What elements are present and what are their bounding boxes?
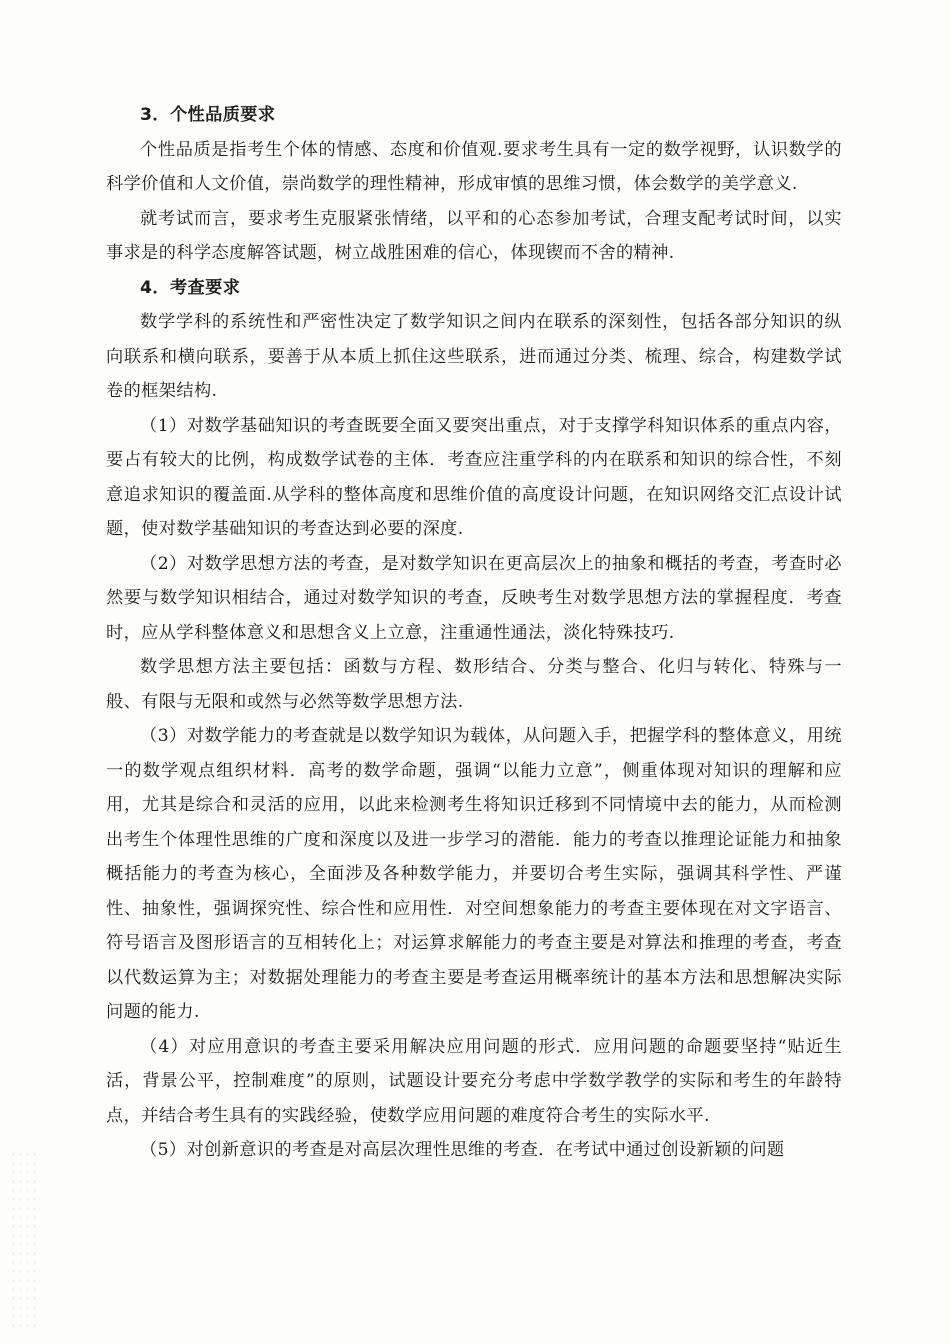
scan-speckle — [10, 1150, 38, 1330]
paragraph: 数学学科的系统性和严密性决定了数学知识之间内在联系的深刻性，包括各部分知识的纵向联系和横向联系，要善于从本质上抓住这些联系，进而通过分类、梳理、综合，构建数学试卷的框架结构. — [106, 312, 842, 401]
paragraph: 个性品质是指考生个体的情感、态度和价值观.要求考生具有一定的数学视野，认识数学的科学价值和人文价值，崇尚数学的理性精神，形成审慎的思维习惯，体会数学的美学意义. — [106, 139, 842, 194]
paragraph: （1）对数学基础知识的考查既要全面又要突出重点，对于支撑学科知识体系的重点内容，要占有较大的比例，构成数学试卷的主体．考查应注重学科的内在联系和知识的综合性，不刻意追求知识的覆盖面.从学科的整体高度和思维价值的高度设计问题，在知识网络交汇点设计试题，使对数学基础知识的考查达到必要的深度. — [106, 415, 842, 539]
section-heading-assessment: 4．考查要求 — [140, 277, 241, 298]
paragraph: （4）对应用意识的考查主要采用解决应用问题的形式．应用问题的命题要坚持“贴近生活，背景公平，控制难度”的原则，试题设计要充分考虑中学数学教学的实际和考生的年龄特点，并结合考生具有的实践经验，使数学应用问题的难度符合考生的实际水平. — [106, 1036, 842, 1126]
section-heading-personality: 3．个性品质要求 — [140, 105, 276, 125]
paragraph: （5）对创新意识的考查是对高层次理性思维的考查．在考试中通过创设新颖的问题 — [140, 1140, 785, 1160]
paragraph: 数学思想方法主要包括：函数与方程、数形结合、分类与整合、化归与转化、特殊与一般、有限与无限和或然与必然等数学思想方法. — [106, 657, 842, 712]
paragraph: 就考试而言，要求考生克服紧张情绪，以平和的心态参加考试，合理支配考试时间，以实事求是的科学态度解答试题，树立战胜困难的信心，体现锲而不舍的精神. — [106, 208, 842, 263]
document-body — [106, 98, 842, 1168]
paragraph: （3）对数学能力的考查就是以数学知识为载体，从问题入手，把握学科的整体意义，用统一的数学观点组织材料．高考的数学命题，强调“以能力立意”，侧重体现对知识的理解和应用，尤其是综合和灵活的应用，以此来检测考生将知识迁移到不同情境中去的能力，从而检测出考生个体理性思维的广度和深度以及进一步学习的潜能．能力的考查以推理论证能力和抽象概括能力的考查为核心，全面涉及各种数学能力，并要切合考生实际，强调其科学性、严谨性、抽象性，强调探究性、综合性和应用性．对空间想象能力的考查主要体现在对文字语言、符号语言及图形语言的互相转化上；对运算求解能力的考查主要是对算法和推理的考查，考查以代数运算为主；对数据处理能力的考查主要是考查运用概率统计的基本方法和思想解决实际问题的能力. — [106, 726, 842, 1022]
paragraph: （2）对数学思想方法的考查，是对数学知识在更高层次上的抽象和概括的考查，考查时必然要与数学知识相结合，通过对数学知识的考查，反映考生对数学思想方法的掌握程度．考查时，应从学科整体意义和思想含义上立意，注重通性通法，淡化特殊技巧. — [106, 553, 842, 643]
